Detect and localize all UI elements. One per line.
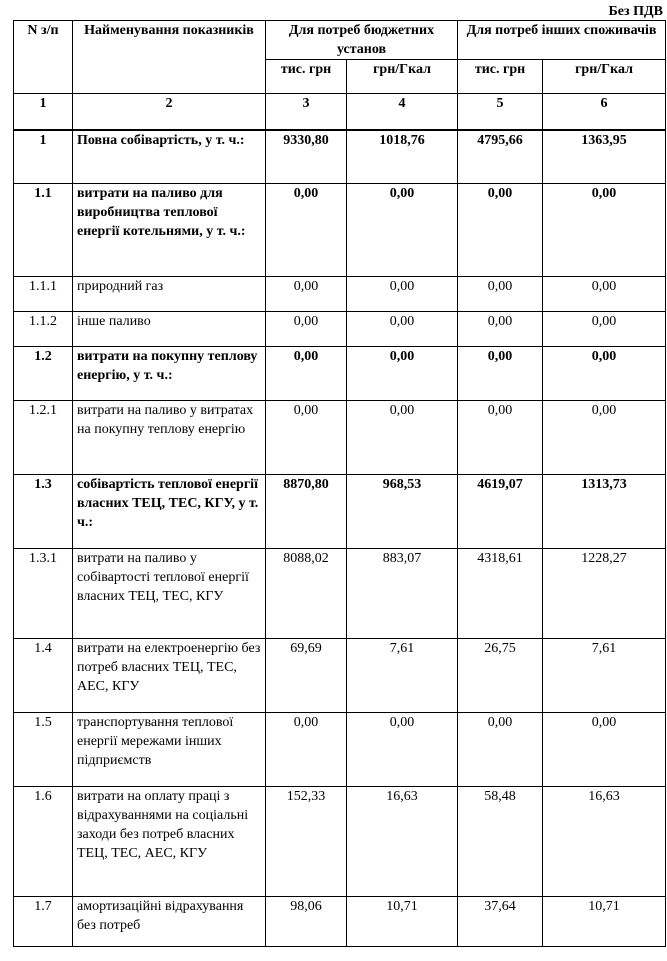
budget-per-gcal-value: 0,00 bbox=[347, 713, 458, 787]
col-number-header: N з/п bbox=[14, 21, 73, 94]
other-thousand-value: 58,48 bbox=[458, 787, 543, 897]
row-name: інше паливо bbox=[73, 312, 266, 347]
budget-thousand-value: 0,00 bbox=[266, 347, 347, 401]
row-name: природний газ bbox=[73, 277, 266, 312]
other-thousand-value: 4619,07 bbox=[458, 475, 543, 549]
budget-thousand-value: 98,06 bbox=[266, 897, 347, 947]
budget-per-gcal-value: 0,00 bbox=[347, 312, 458, 347]
unit-header: тис. грн bbox=[266, 60, 347, 94]
table-row bbox=[14, 277, 666, 312]
budget-per-gcal-value: 0,00 bbox=[347, 347, 458, 401]
row-name: транспортування теплової енергії мережами інших підприємств bbox=[73, 713, 266, 787]
budget-per-gcal-value: 968,53 bbox=[347, 475, 458, 549]
budget-per-gcal-value: 0,00 bbox=[347, 277, 458, 312]
row-name: Повна собівартість, у т. ч.: bbox=[73, 130, 266, 184]
row-code: 1.4 bbox=[14, 639, 73, 713]
budget-thousand-value: 0,00 bbox=[266, 184, 347, 277]
row-name: собівартість теплової енергії власних ТЕЦ, ТЕС, КГУ, у т. ч.: bbox=[73, 475, 266, 549]
budget-per-gcal-value: 0,00 bbox=[347, 401, 458, 475]
other-thousand-value: 0,00 bbox=[458, 312, 543, 347]
column-index: 4 bbox=[347, 94, 458, 130]
other-per-gcal-value: 1313,73 bbox=[543, 475, 666, 549]
budget-thousand-value: 0,00 bbox=[266, 713, 347, 787]
table-body bbox=[14, 130, 666, 947]
budget-per-gcal-value: 883,07 bbox=[347, 549, 458, 639]
budget-per-gcal-value: 7,61 bbox=[347, 639, 458, 713]
budget-per-gcal-value: 10,71 bbox=[347, 897, 458, 947]
table-row bbox=[14, 312, 666, 347]
row-name: витрати на паливо для виробництва теплової енергії котельнями, у т. ч.: bbox=[73, 184, 266, 277]
budget-thousand-value: 9330,80 bbox=[266, 130, 347, 184]
row-code: 1.1 bbox=[14, 184, 73, 277]
row-name: витрати на покупну теплову енергію, у т. ч.: bbox=[73, 347, 266, 401]
group-other-header: Для потреб інших споживачів bbox=[458, 21, 666, 60]
column-index: 5 bbox=[458, 94, 543, 130]
budget-per-gcal-value: 16,63 bbox=[347, 787, 458, 897]
other-per-gcal-value: 0,00 bbox=[543, 401, 666, 475]
unit-header: грн/Гкал bbox=[347, 60, 458, 94]
col-name-header: Найменування показників bbox=[73, 21, 266, 94]
row-code: 1.1.2 bbox=[14, 312, 73, 347]
other-thousand-value: 0,00 bbox=[458, 401, 543, 475]
other-per-gcal-value: 7,61 bbox=[543, 639, 666, 713]
table-row bbox=[14, 897, 666, 947]
group-budget-header: Для потреб бюджетних установ bbox=[266, 21, 458, 60]
other-thousand-value: 0,00 bbox=[458, 184, 543, 277]
row-code: 1.2.1 bbox=[14, 401, 73, 475]
row-code: 1.3.1 bbox=[14, 549, 73, 639]
budget-thousand-value: 69,69 bbox=[266, 639, 347, 713]
other-per-gcal-value: 1228,27 bbox=[543, 549, 666, 639]
budget-thousand-value: 0,00 bbox=[266, 401, 347, 475]
row-code: 1.7 bbox=[14, 897, 73, 947]
vat-note: Без ПДВ bbox=[608, 4, 663, 19]
other-thousand-value: 0,00 bbox=[458, 347, 543, 401]
table-row bbox=[14, 184, 666, 277]
unit-header: грн/Гкал bbox=[543, 60, 666, 94]
other-per-gcal-value: 1363,95 bbox=[543, 130, 666, 184]
table-row bbox=[14, 639, 666, 713]
row-code: 1.6 bbox=[14, 787, 73, 897]
row-name: витрати на оплату праці з відрахуваннями на соціальні заходи без потреб власних ТЕЦ, ТЕС, АЕС, КГУ bbox=[73, 787, 266, 897]
other-per-gcal-value: 10,71 bbox=[543, 897, 666, 947]
row-name: витрати на електроенергію без потреб власних ТЕЦ, ТЕС, АЕС, КГУ bbox=[73, 639, 266, 713]
budget-thousand-value: 0,00 bbox=[266, 277, 347, 312]
other-per-gcal-value: 0,00 bbox=[543, 347, 666, 401]
table-row bbox=[14, 401, 666, 475]
row-code: 1.3 bbox=[14, 475, 73, 549]
table-row bbox=[14, 130, 666, 184]
table-row bbox=[14, 787, 666, 897]
unit-header: тис. грн bbox=[458, 60, 543, 94]
budget-thousand-value: 0,00 bbox=[266, 312, 347, 347]
row-code: 1 bbox=[14, 130, 73, 184]
column-index: 3 bbox=[266, 94, 347, 130]
other-per-gcal-value: 0,00 bbox=[543, 312, 666, 347]
header-row bbox=[14, 21, 666, 60]
column-index: 6 bbox=[543, 94, 666, 130]
row-name: амортизаційні відрахування без потреб bbox=[73, 897, 266, 947]
table-row bbox=[14, 713, 666, 787]
column-index-row bbox=[14, 94, 666, 130]
other-thousand-value: 0,00 bbox=[458, 713, 543, 787]
column-index: 1 bbox=[14, 94, 73, 130]
table-row bbox=[14, 475, 666, 549]
other-per-gcal-value: 0,00 bbox=[543, 277, 666, 312]
other-per-gcal-value: 16,63 bbox=[543, 787, 666, 897]
column-index: 2 bbox=[73, 94, 266, 130]
other-thousand-value: 4318,61 bbox=[458, 549, 543, 639]
budget-per-gcal-value: 0,00 bbox=[347, 184, 458, 277]
row-code: 1.2 bbox=[14, 347, 73, 401]
other-per-gcal-value: 0,00 bbox=[543, 184, 666, 277]
budget-thousand-value: 8870,80 bbox=[266, 475, 347, 549]
budget-thousand-value: 152,33 bbox=[266, 787, 347, 897]
other-thousand-value: 37,64 bbox=[458, 897, 543, 947]
table-row bbox=[14, 347, 666, 401]
other-thousand-value: 0,00 bbox=[458, 277, 543, 312]
row-name: витрати на паливо у собівартості теплової енергії власних ТЕЦ, ТЕС, КГУ bbox=[73, 549, 266, 639]
row-code: 1.5 bbox=[14, 713, 73, 787]
budget-per-gcal-value: 1018,76 bbox=[347, 130, 458, 184]
other-thousand-value: 4795,66 bbox=[458, 130, 543, 184]
budget-thousand-value: 8088,02 bbox=[266, 549, 347, 639]
row-code: 1.1.1 bbox=[14, 277, 73, 312]
table-row bbox=[14, 549, 666, 639]
other-per-gcal-value: 0,00 bbox=[543, 713, 666, 787]
row-name: витрати на паливо у витратах на покупну теплову енергію bbox=[73, 401, 266, 475]
cost-table bbox=[13, 20, 666, 947]
other-thousand-value: 26,75 bbox=[458, 639, 543, 713]
